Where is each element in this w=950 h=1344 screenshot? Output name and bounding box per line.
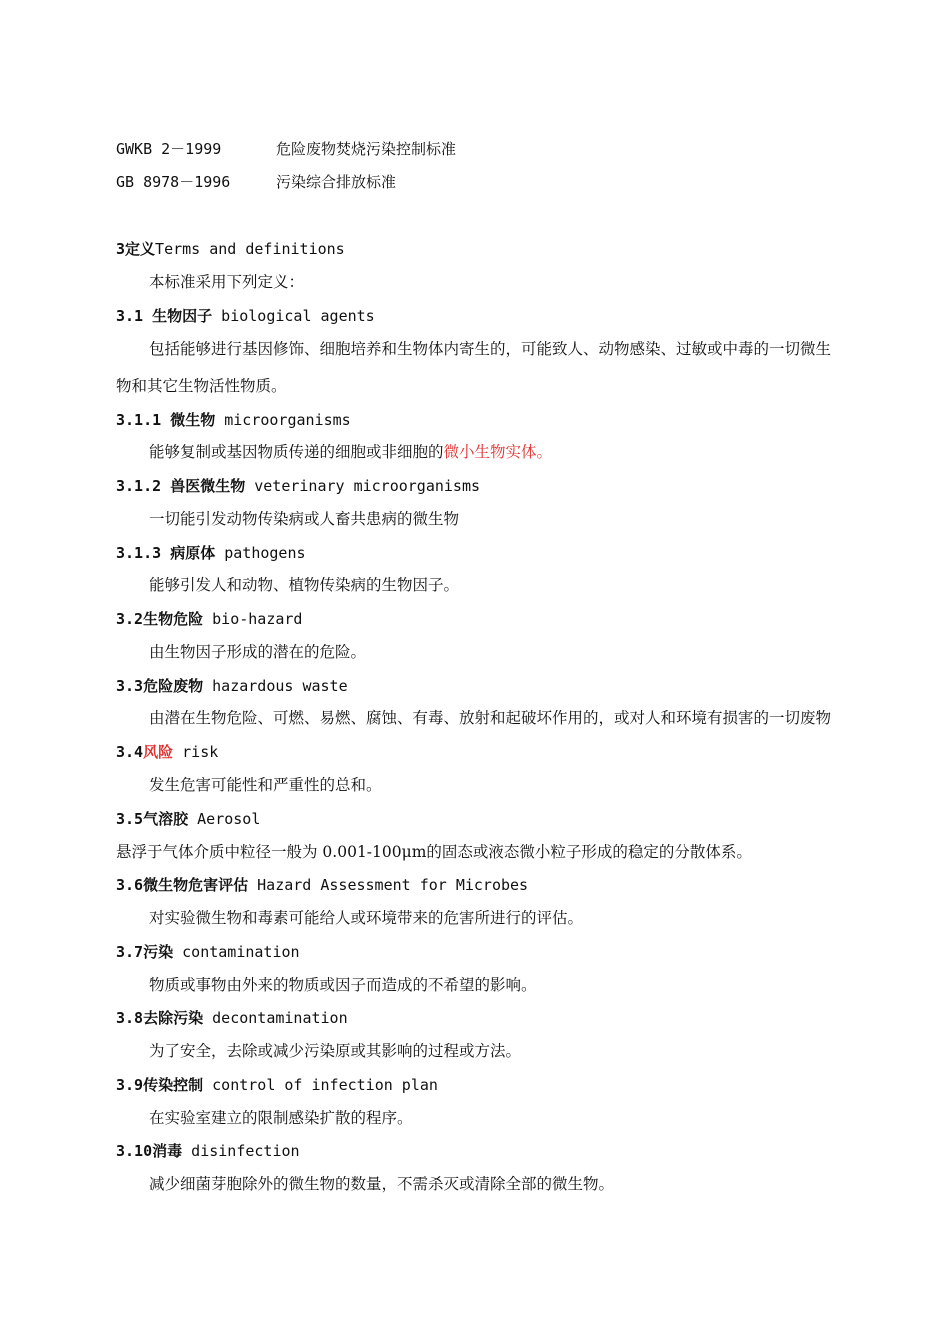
term-heading	[116, 1075, 438, 1095]
term-en: disinfection	[182, 1142, 300, 1160]
term-cn: 风险	[143, 743, 174, 761]
term-definition: 减少细菌芽胞除外的微生物的数量，不需杀灭或清除全部的微生物。	[149, 1175, 615, 1193]
term-definition: 由潜在生物危险、可燃、易燃、腐蚀、有毒、放射和起破坏作用的，或对人和环境有损害的一切废物	[149, 709, 832, 727]
term-number: 3.9	[116, 1076, 144, 1094]
term-number: 3.6	[116, 876, 144, 894]
term-number: 3.8	[116, 1009, 144, 1027]
term-en: bio-hazard	[203, 610, 303, 628]
term-number: 3.1	[116, 307, 153, 325]
section-heading	[116, 239, 345, 259]
term-en: Hazard Assessment for Microbes	[248, 876, 529, 894]
term-definition: 为了安全，去除或减少污染原或其影响的过程或方法。	[149, 1042, 522, 1060]
term-cn: 病原体	[170, 544, 216, 562]
highlighted-text: 微小生物实体。	[443, 443, 553, 461]
term-heading	[116, 742, 218, 762]
term-en: microorganisms	[215, 411, 351, 429]
term-number: 3.10	[116, 1142, 153, 1160]
term-en: veterinary microorganisms	[245, 477, 481, 495]
term-en: Aerosol	[188, 810, 261, 828]
term-definition	[149, 442, 552, 462]
term-number: 3.3	[116, 677, 144, 695]
term-cn: 生物因子	[152, 307, 213, 325]
term-cn: 污染	[143, 943, 174, 961]
term-number: 3.7	[116, 943, 144, 961]
term-heading	[116, 1141, 300, 1161]
term-cn: 传染控制	[143, 1076, 204, 1094]
term-en: pathogens	[215, 544, 306, 562]
reference-code: GWKB 2－1999	[116, 140, 222, 158]
term-cn: 危险废物	[143, 677, 204, 695]
term-definition: 对实验微生物和毒素可能给人或环境带来的危害所进行的评估。	[149, 909, 584, 927]
reference-title: 污染综合排放标准	[276, 173, 397, 191]
term-en: biological agents	[212, 307, 375, 325]
term-heading	[116, 676, 348, 696]
definition-text: 能够复制或基因物质传递的细胞或非细胞的	[149, 443, 444, 461]
term-cn: 消毒	[152, 1142, 183, 1160]
term-heading	[116, 306, 375, 326]
term-definition: 物质或事物由外来的物质或因子而造成的不希望的影响。	[149, 976, 537, 994]
term-number: 3.1.2	[116, 477, 171, 495]
term-number: 3.5	[116, 810, 144, 828]
term-en: contamination	[173, 943, 300, 961]
section-number: 3	[116, 240, 126, 258]
term-heading	[116, 543, 306, 563]
term-definition: 发生危害可能性和严重性的总和。	[149, 776, 382, 794]
reference-title: 危险废物焚烧污染控制标准	[276, 140, 457, 158]
term-number: 3.1.1	[116, 411, 171, 429]
section-title-cn: 定义	[125, 240, 156, 258]
term-en: control of infection plan	[203, 1076, 438, 1094]
term-definition: 能够引发人和动物、植物传染病的生物因子。	[149, 576, 460, 594]
section-intro: 本标准采用下列定义：	[149, 273, 305, 291]
term-cn: 气溶胶	[143, 810, 189, 828]
term-heading	[116, 809, 260, 829]
term-heading	[116, 476, 480, 496]
term-cn: 兽医微生物	[170, 477, 246, 495]
term-heading	[116, 875, 528, 895]
term-heading	[116, 410, 351, 430]
term-number: 3.4	[116, 743, 144, 761]
term-cn: 生物危险	[143, 610, 204, 628]
term-heading	[116, 609, 302, 629]
term-definition: 一切能引发动物传染病或人畜共患病的微生物	[149, 510, 460, 528]
reference-code: GB 8978－1996	[116, 173, 231, 191]
term-definition-cont: 物和其它生物活性物质。	[116, 377, 287, 395]
reference-line	[116, 172, 396, 192]
term-en: decontamination	[203, 1009, 348, 1027]
term-definition: 悬浮于气体介质中粒径一般为 0.001-100μm的固态或液态微小粒子形成的稳定的分散体系。	[116, 843, 752, 861]
term-en: risk	[173, 743, 219, 761]
term-cn: 微生物危害评估	[143, 876, 249, 894]
term-definition: 包括能够进行基因修饰、细胞培养和生物体内寄生的，可能致人、动物感染、过敏或中毒的一切微生	[149, 340, 832, 358]
term-definition: 在实验室建立的限制感染扩散的程序。	[149, 1109, 413, 1127]
section-title-en: Terms and definitions	[155, 240, 345, 258]
term-number: 3.2	[116, 610, 144, 628]
term-en: hazardous waste	[203, 677, 348, 695]
term-cn: 微生物	[170, 411, 216, 429]
term-heading	[116, 942, 300, 962]
term-number: 3.1.3	[116, 544, 171, 562]
term-cn: 去除污染	[143, 1009, 204, 1027]
term-definition: 由生物因子形成的潜在的危险。	[149, 643, 367, 661]
term-heading	[116, 1008, 348, 1028]
reference-line	[116, 139, 456, 159]
